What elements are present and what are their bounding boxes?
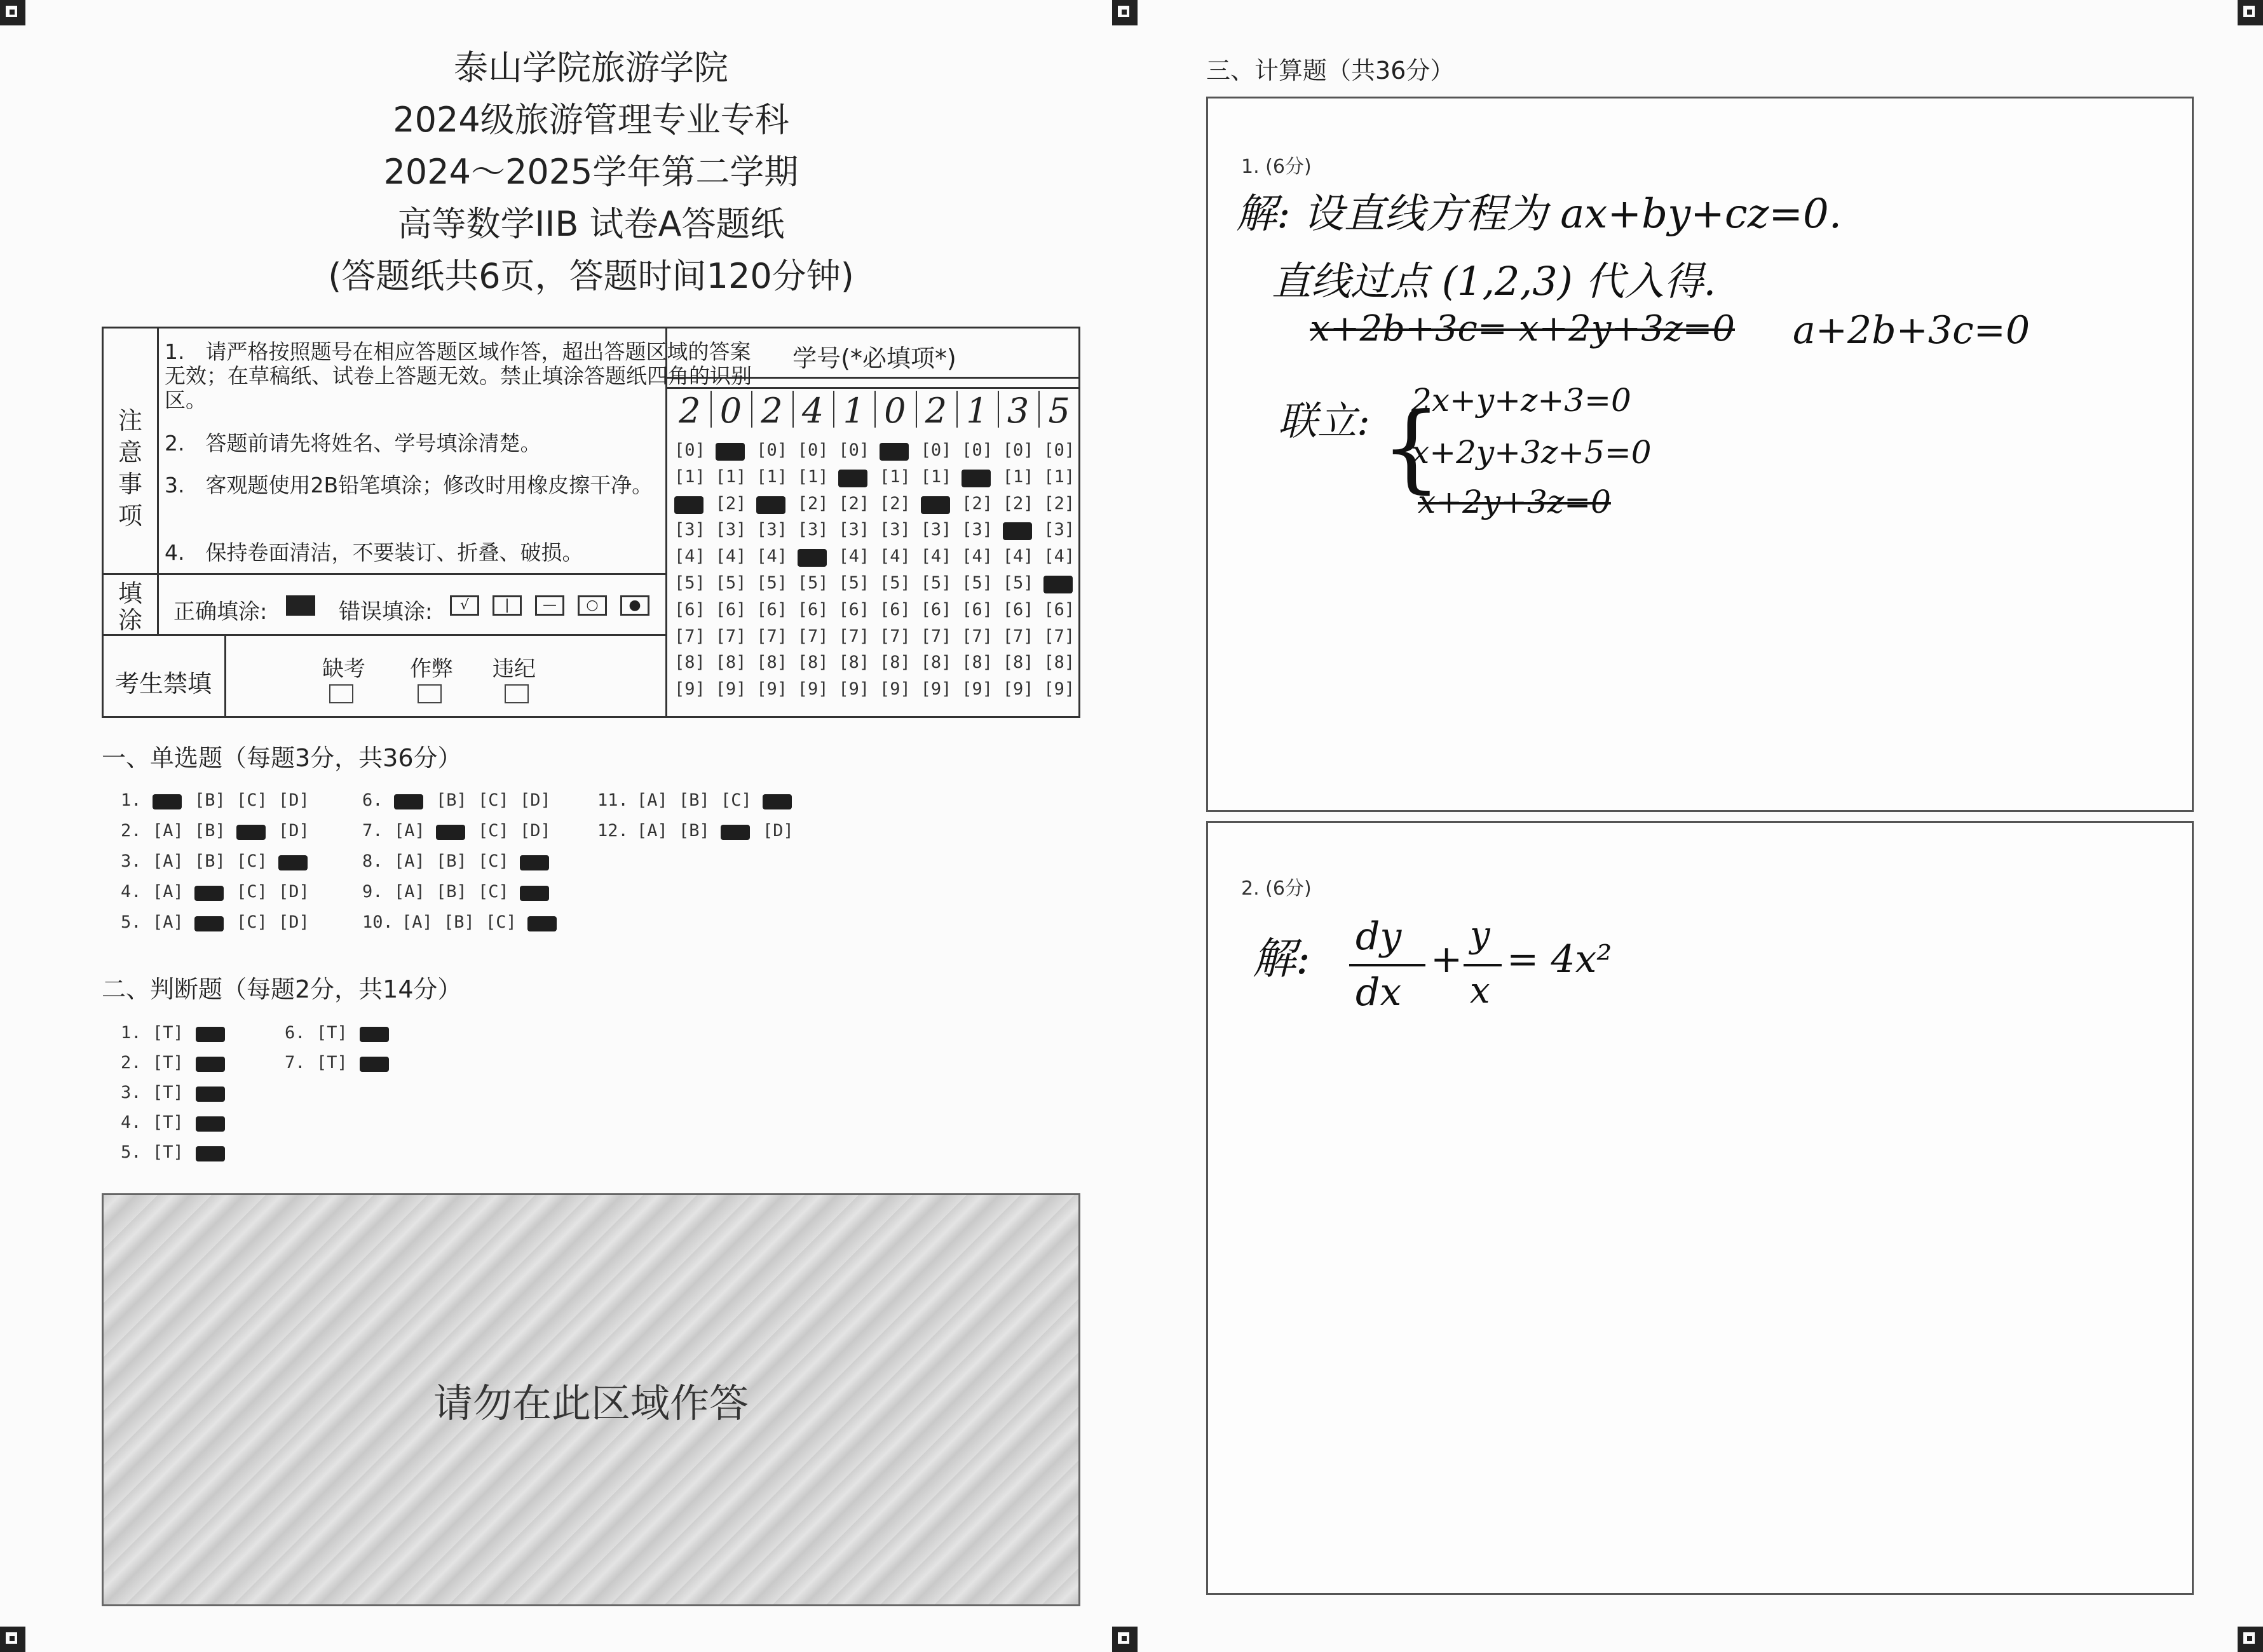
notice-table xyxy=(102,327,1080,718)
student-id-bubble[interactable]: [1] xyxy=(880,466,911,487)
single-choice-option[interactable]: [C] xyxy=(478,851,509,871)
single-choice-option[interactable]: [A] xyxy=(394,821,425,841)
student-id-bubble[interactable]: [9] xyxy=(1002,679,1034,700)
student-id-bubble[interactable]: [9] xyxy=(1043,679,1075,700)
q1-line-8-crossed: x+2y+3z=0 xyxy=(1418,484,1611,520)
student-id-bubble[interactable]: [2] xyxy=(1043,493,1075,513)
student-id-bubble[interactable]: [8] xyxy=(756,653,787,673)
absent-checkbox[interactable] xyxy=(329,684,353,703)
false-option-filled[interactable] xyxy=(196,1057,225,1072)
student-id-bubble[interactable]: [5] xyxy=(674,573,705,593)
student-id-bubble[interactable]: [6] xyxy=(962,599,993,620)
student-id-bubble[interactable]: [6] xyxy=(756,599,787,620)
true-option[interactable]: [T] xyxy=(153,1083,184,1102)
student-id-bubble[interactable]: [0] xyxy=(797,440,829,460)
student-id-bubble[interactable]: [4] xyxy=(715,546,747,567)
single-choice-option[interactable]: [C] xyxy=(236,912,268,932)
q2-rhs: = 4x² xyxy=(1507,937,1612,982)
student-id-bubble[interactable]: [8] xyxy=(962,653,993,673)
student-id-bubble[interactable]: [7] xyxy=(962,626,993,646)
true-option[interactable]: [T] xyxy=(153,1053,184,1073)
single-choice-question-number: 7. xyxy=(362,821,383,841)
single-choice-question-number: 12. xyxy=(597,821,629,841)
q1-label: 1. (6分) xyxy=(1241,156,1312,178)
q2-label: 2. (6分) xyxy=(1241,877,1312,900)
student-id-bubble[interactable]: [3] xyxy=(920,520,952,540)
student-id-bubble[interactable]: [4] xyxy=(880,546,911,567)
student-id-bubble[interactable]: [6] xyxy=(674,599,705,620)
single-choice-option[interactable]: [C] xyxy=(486,912,517,932)
student-id-bubble[interactable]: [5] xyxy=(715,573,747,593)
section2-title: 二、判断题（每题2分，共14分） xyxy=(102,975,462,1003)
student-id-bubble[interactable]: [9] xyxy=(756,679,787,700)
single-choice-option[interactable]: [B] xyxy=(436,882,467,902)
no-answer-zone xyxy=(102,1193,1080,1606)
student-id-digit: 1 xyxy=(843,391,865,431)
student-id-bubble[interactable]: [1] xyxy=(756,466,787,487)
section1-title: 一、单选题（每题3分，共36分） xyxy=(102,744,462,772)
true-false-question-number: 3. xyxy=(121,1083,142,1102)
student-id-bubble[interactable]: [5] xyxy=(1002,573,1034,593)
student-id-bubble-filled[interactable] xyxy=(921,496,950,514)
wrong-fill-sample-dash: — xyxy=(535,595,564,616)
student-id-bubble[interactable]: [1] xyxy=(920,466,952,487)
student-id-bubble[interactable]: [2] xyxy=(962,493,993,513)
notice-item-1: 1. 请严格按照题号在相应答题区域作答，超出答题区域的答案无效；在草稿纸、试卷上答题无效。禁止填涂答题纸四角的识别区。 xyxy=(165,339,752,412)
cheat-label: 作弊 xyxy=(410,656,453,682)
true-false-question-number: 4. xyxy=(121,1113,142,1132)
header-school: 泰山学院旅游学院 xyxy=(454,48,728,88)
student-id-bubble-filled[interactable] xyxy=(716,443,745,461)
student-id-bubble[interactable]: [4] xyxy=(756,546,787,567)
q1-line-5: 联立: xyxy=(1278,398,1370,444)
wrong-fill-sample-check: √ xyxy=(450,595,479,616)
corner-marker-top-left xyxy=(0,0,25,25)
single-choice-option[interactable]: [D] xyxy=(278,912,309,932)
false-option-filled[interactable] xyxy=(196,1027,225,1042)
notice-item-2: 2. 答题前请先将姓名、学号填涂清楚。 xyxy=(165,431,541,456)
student-id-bubble[interactable]: [7] xyxy=(920,626,952,646)
student-id-bubble-filled[interactable] xyxy=(798,549,827,567)
student-id-bubble-filled[interactable] xyxy=(674,496,703,514)
q1-line-1: 解: 设直线方程为 ax+by+cz=0. xyxy=(1236,191,1842,238)
single-choice-option[interactable]: [B] xyxy=(444,912,475,932)
single-choice-option[interactable]: [A] xyxy=(153,882,184,902)
corner-marker-bottom-left xyxy=(0,1627,25,1652)
single-choice-question-number: 4. xyxy=(121,882,142,902)
q2-dy: dy xyxy=(1356,914,1402,959)
single-choice-option[interactable]: [B] xyxy=(436,790,467,810)
single-choice-option-filled[interactable] xyxy=(153,794,182,809)
header-major: 2024级旅游管理专业专科 xyxy=(393,100,789,140)
false-option-filled[interactable] xyxy=(196,1087,225,1102)
student-id-bubble[interactable]: [4] xyxy=(1002,546,1034,567)
header-exam-title: 高等数学IIB 试卷A答题纸 xyxy=(397,204,785,244)
student-id-digit: 2 xyxy=(679,391,701,431)
single-choice-question-number: 6. xyxy=(362,790,383,810)
q1-brace: { xyxy=(1381,393,1442,503)
corner-marker-top-right xyxy=(2238,0,2263,25)
single-choice-option[interactable]: [C] xyxy=(478,821,509,841)
no-answer-zone-text: 请勿在此区域作答 xyxy=(433,1379,749,1426)
single-choice-option[interactable]: [B] xyxy=(194,821,226,841)
student-id-bubble[interactable]: [7] xyxy=(838,626,870,646)
single-choice-option[interactable]: [B] xyxy=(679,790,710,810)
student-id-bubble[interactable]: [7] xyxy=(880,626,911,646)
single-choice-question-number: 8. xyxy=(362,851,383,871)
student-id-bubble[interactable]: [8] xyxy=(797,653,829,673)
single-choice-option[interactable]: [B] xyxy=(194,851,226,871)
student-id-bubble[interactable]: [0] xyxy=(962,440,993,460)
student-id-bubble[interactable]: [5] xyxy=(880,573,911,593)
student-id-bubble[interactable]: [9] xyxy=(880,679,911,700)
single-choice-question-number: 10. xyxy=(362,912,393,932)
student-id-bubble[interactable]: [3] xyxy=(962,520,993,540)
student-id-bubble-filled[interactable] xyxy=(838,470,867,487)
student-id-bubble[interactable]: [4] xyxy=(920,546,952,567)
single-choice-option-filled[interactable] xyxy=(527,916,557,931)
student-id-bubble[interactable]: [2] xyxy=(838,493,870,513)
student-id-bubble-filled[interactable] xyxy=(962,470,991,487)
q1-line-6: 2x+y+z+3=0 xyxy=(1411,382,1631,419)
student-id-bubble[interactable]: [4] xyxy=(1043,546,1075,567)
single-choice-question-number: 9. xyxy=(362,882,383,902)
student-id-title: 学号(*必填项*) xyxy=(792,344,956,372)
student-id-bubble[interactable]: [5] xyxy=(962,573,993,593)
single-choice-option[interactable]: [B] xyxy=(436,851,467,871)
student-id-bubble[interactable]: [3] xyxy=(1043,520,1075,540)
single-choice-option[interactable]: [C] xyxy=(721,790,752,810)
student-id-bubble[interactable]: [2] xyxy=(715,493,747,513)
correct-fill-sample xyxy=(286,595,315,616)
student-id-bubble[interactable]: [3] xyxy=(674,520,705,540)
student-id-bubble[interactable]: [1] xyxy=(715,466,747,487)
single-choice-question-number: 11. xyxy=(597,790,629,810)
single-choice-option[interactable]: [C] xyxy=(478,882,509,902)
true-option[interactable]: [T] xyxy=(316,1023,348,1043)
student-id-bubble[interactable]: [9] xyxy=(797,679,829,700)
false-option-filled[interactable] xyxy=(196,1146,225,1161)
student-id-bubble[interactable]: [7] xyxy=(1002,626,1034,646)
student-id-digit: 3 xyxy=(1007,391,1030,431)
student-id-digit: 5 xyxy=(1048,391,1070,431)
student-id-bubble[interactable]: [8] xyxy=(674,653,705,673)
student-id-bubble-filled[interactable] xyxy=(1043,576,1073,593)
student-id-digit: 0 xyxy=(884,391,906,431)
student-id-bubble[interactable]: [6] xyxy=(920,599,952,620)
true-option[interactable]: [T] xyxy=(153,1113,184,1132)
single-choice-option-filled[interactable] xyxy=(520,855,549,870)
student-id-bubble[interactable]: [6] xyxy=(1002,599,1034,620)
student-id-bubble[interactable]: [0] xyxy=(920,440,952,460)
student-id-bubble[interactable]: [8] xyxy=(1002,653,1034,673)
student-id-bubble[interactable]: [8] xyxy=(920,653,952,673)
student-id-bubble[interactable]: [8] xyxy=(880,653,911,673)
student-id-bubble[interactable]: [5] xyxy=(797,573,829,593)
q2-plus: + xyxy=(1431,937,1463,982)
student-id-bubble[interactable]: [6] xyxy=(715,599,747,620)
student-id-bubble[interactable]: [4] xyxy=(674,546,705,567)
student-id-bubble[interactable]: [4] xyxy=(838,546,870,567)
student-id-bubble[interactable]: [5] xyxy=(920,573,952,593)
single-choice-option-filled[interactable] xyxy=(194,916,224,931)
q2-dx: dx xyxy=(1356,970,1402,1015)
student-id-bubble[interactable]: [9] xyxy=(838,679,870,700)
true-false-question-number: 7. xyxy=(285,1053,306,1073)
single-choice-option[interactable]: [A] xyxy=(637,821,668,841)
corner-marker-bottom-right xyxy=(2238,1627,2263,1652)
true-false-question-number: 6. xyxy=(285,1023,306,1043)
student-id-bubble[interactable]: [0] xyxy=(756,440,787,460)
student-id-bubble[interactable]: [6] xyxy=(797,599,829,620)
single-choice-question-number: 3. xyxy=(121,851,142,871)
wrong-fill-sample-circle: ○ xyxy=(578,595,607,616)
single-choice-option[interactable]: [D] xyxy=(520,790,551,810)
single-choice-option[interactable]: [A] xyxy=(637,790,668,810)
student-id-bubble-filled[interactable] xyxy=(880,443,909,461)
student-id-bubble[interactable]: [7] xyxy=(1043,626,1075,646)
single-choice-option[interactable]: [C] xyxy=(236,882,268,902)
student-id-bubble[interactable]: [3] xyxy=(838,520,870,540)
single-choice-option-filled[interactable] xyxy=(763,794,792,809)
q1-line-2: 直线过点 (1,2,3) 代入得. xyxy=(1272,258,1716,304)
student-id-bubble[interactable]: [6] xyxy=(838,599,870,620)
student-id-bubble[interactable]: [4] xyxy=(962,546,993,567)
student-id-bubble[interactable]: [3] xyxy=(756,520,787,540)
single-choice-option[interactable]: [C] xyxy=(236,790,268,810)
cheat-checkbox[interactable] xyxy=(418,684,442,703)
single-choice-option-filled[interactable] xyxy=(520,886,549,901)
single-choice-question-number: 5. xyxy=(121,912,142,932)
wrong-fill-label: 错误填涂: xyxy=(339,599,433,625)
correct-fill-label: 正确填涂: xyxy=(173,599,268,625)
wrong-fill-sample-dot: ● xyxy=(620,595,649,616)
student-id-bubble[interactable]: [8] xyxy=(1043,653,1075,673)
student-id-bubble[interactable]: [9] xyxy=(674,679,705,700)
single-choice-question-number: 1. xyxy=(121,790,142,810)
student-id-digit: 1 xyxy=(966,391,988,431)
student-id-digit: 4 xyxy=(801,391,824,431)
violation-label: 违纪 xyxy=(493,656,536,682)
header-exam-info: (答题纸共6页，答题时间120分钟) xyxy=(328,256,854,296)
student-id-bubble-filled[interactable] xyxy=(1003,522,1032,540)
single-choice-option[interactable]: [D] xyxy=(520,821,551,841)
student-id-bubble[interactable]: [3] xyxy=(715,520,747,540)
q1-line-7: x+2y+3z+5=0 xyxy=(1411,434,1652,471)
fill-label: 填涂 xyxy=(118,579,142,634)
single-choice-option[interactable]: [A] xyxy=(394,851,425,871)
q2-y: y xyxy=(1470,914,1490,956)
false-option-filled[interactable] xyxy=(196,1116,225,1132)
corner-marker-bottom-center xyxy=(1112,1627,1138,1652)
single-choice-option[interactable]: [A] xyxy=(153,851,184,871)
student-id-bubble[interactable]: [1] xyxy=(797,466,829,487)
student-id-bubble[interactable]: [1] xyxy=(1002,466,1034,487)
student-id-bubble[interactable]: [7] xyxy=(674,626,705,646)
corner-marker-top-center xyxy=(1112,0,1138,25)
single-choice-option[interactable]: [D] xyxy=(278,790,309,810)
student-id-bubble[interactable]: [6] xyxy=(1043,599,1075,620)
single-choice-option[interactable]: [C] xyxy=(236,851,268,871)
single-choice-option-filled[interactable] xyxy=(721,825,750,840)
single-choice-option-filled[interactable] xyxy=(436,825,465,840)
student-id-digit: 2 xyxy=(761,391,783,431)
answer-box-q2[interactable] xyxy=(1206,821,2194,1595)
student-id-digit: 0 xyxy=(719,391,742,431)
false-option-filled[interactable] xyxy=(360,1027,389,1042)
student-id-bubble[interactable]: [7] xyxy=(756,626,787,646)
absent-label: 缺考 xyxy=(322,656,365,682)
student-id-bubble[interactable]: [9] xyxy=(962,679,993,700)
single-choice-option[interactable]: [D] xyxy=(763,821,794,841)
student-id-bubble[interactable]: [3] xyxy=(880,520,911,540)
q2-fraction-bar-2 xyxy=(1464,964,1502,966)
true-false-question-number: 5. xyxy=(121,1142,142,1162)
student-id-bubble-filled[interactable] xyxy=(756,496,785,514)
true-option[interactable]: [T] xyxy=(316,1053,348,1073)
forbidden-label: 考生禁填 xyxy=(115,670,212,698)
student-id-bubble[interactable]: [7] xyxy=(715,626,747,646)
student-id-digit: 2 xyxy=(925,391,948,431)
notice-item-4: 4. 保持卷面清洁，不要装订、折叠、破损。 xyxy=(165,540,583,565)
q2-x: x xyxy=(1470,970,1490,1012)
student-id-bubble[interactable]: [5] xyxy=(756,573,787,593)
q2-solution-prefix: 解: xyxy=(1253,934,1310,984)
single-choice-option[interactable]: [B] xyxy=(194,790,226,810)
student-id-bubble[interactable]: [7] xyxy=(797,626,829,646)
notice-label: 注意事项 xyxy=(118,407,142,530)
student-id-bubble[interactable]: [0] xyxy=(674,440,705,460)
single-choice-option[interactable]: [A] xyxy=(394,882,425,902)
student-id-bubble[interactable]: [1] xyxy=(674,466,705,487)
student-id-bubble[interactable]: [9] xyxy=(715,679,747,700)
q2-fraction-bar-1 xyxy=(1349,964,1425,966)
student-id-bubble[interactable]: [2] xyxy=(1002,493,1034,513)
student-id-bubble[interactable]: [8] xyxy=(715,653,747,673)
single-choice-option-filled[interactable] xyxy=(278,855,308,870)
student-id-bubble[interactable]: [2] xyxy=(880,493,911,513)
student-id-bubble[interactable]: [3] xyxy=(797,520,829,540)
student-id-bubble[interactable]: [0] xyxy=(1043,440,1075,460)
student-id-bubble[interactable]: [6] xyxy=(880,599,911,620)
single-choice-option[interactable]: [A] xyxy=(153,821,184,841)
q1-line-3-crossed: x+2b+3c= x+2y+3z=0 xyxy=(1310,308,1735,349)
student-id-bubble[interactable]: [1] xyxy=(1043,466,1075,487)
single-choice-option[interactable]: [A] xyxy=(402,912,433,932)
single-choice-option-filled[interactable] xyxy=(194,886,224,901)
notice-item-3: 3. 客观题使用2B铅笔填涂；修改时用橡皮擦干净。 xyxy=(165,473,653,498)
answer-box-q1[interactable] xyxy=(1206,97,2194,812)
student-id-bubble[interactable]: [5] xyxy=(838,573,870,593)
true-option[interactable]: [T] xyxy=(153,1023,184,1043)
true-false-question-number: 2. xyxy=(121,1053,142,1073)
single-choice-option-filled[interactable] xyxy=(394,794,423,809)
single-choice-option[interactable]: [D] xyxy=(278,882,309,902)
single-choice-option[interactable]: [B] xyxy=(679,821,710,841)
single-choice-option[interactable]: [D] xyxy=(278,821,309,841)
true-false-question-number: 1. xyxy=(121,1023,142,1043)
single-choice-question-number: 2. xyxy=(121,821,142,841)
violation-checkbox[interactable] xyxy=(505,684,529,703)
student-id-bubble[interactable]: [0] xyxy=(1002,440,1034,460)
true-option[interactable]: [T] xyxy=(153,1142,184,1162)
single-choice-option[interactable]: [A] xyxy=(153,912,184,932)
single-choice-option-filled[interactable] xyxy=(236,825,266,840)
student-id-bubble[interactable]: [2] xyxy=(797,493,829,513)
student-id-bubble[interactable]: [8] xyxy=(838,653,870,673)
header-term: 2024～2025学年第二学期 xyxy=(383,152,799,192)
q1-line-4: a+2b+3c=0 xyxy=(1793,308,2030,353)
single-choice-option[interactable]: [C] xyxy=(478,790,509,810)
section3-title: 三、计算题（共36分） xyxy=(1206,57,1455,85)
student-id-bubble[interactable]: [0] xyxy=(838,440,870,460)
student-id-bubble[interactable]: [9] xyxy=(920,679,952,700)
false-option-filled[interactable] xyxy=(360,1057,389,1072)
wrong-fill-sample-bar: | xyxy=(493,595,522,616)
